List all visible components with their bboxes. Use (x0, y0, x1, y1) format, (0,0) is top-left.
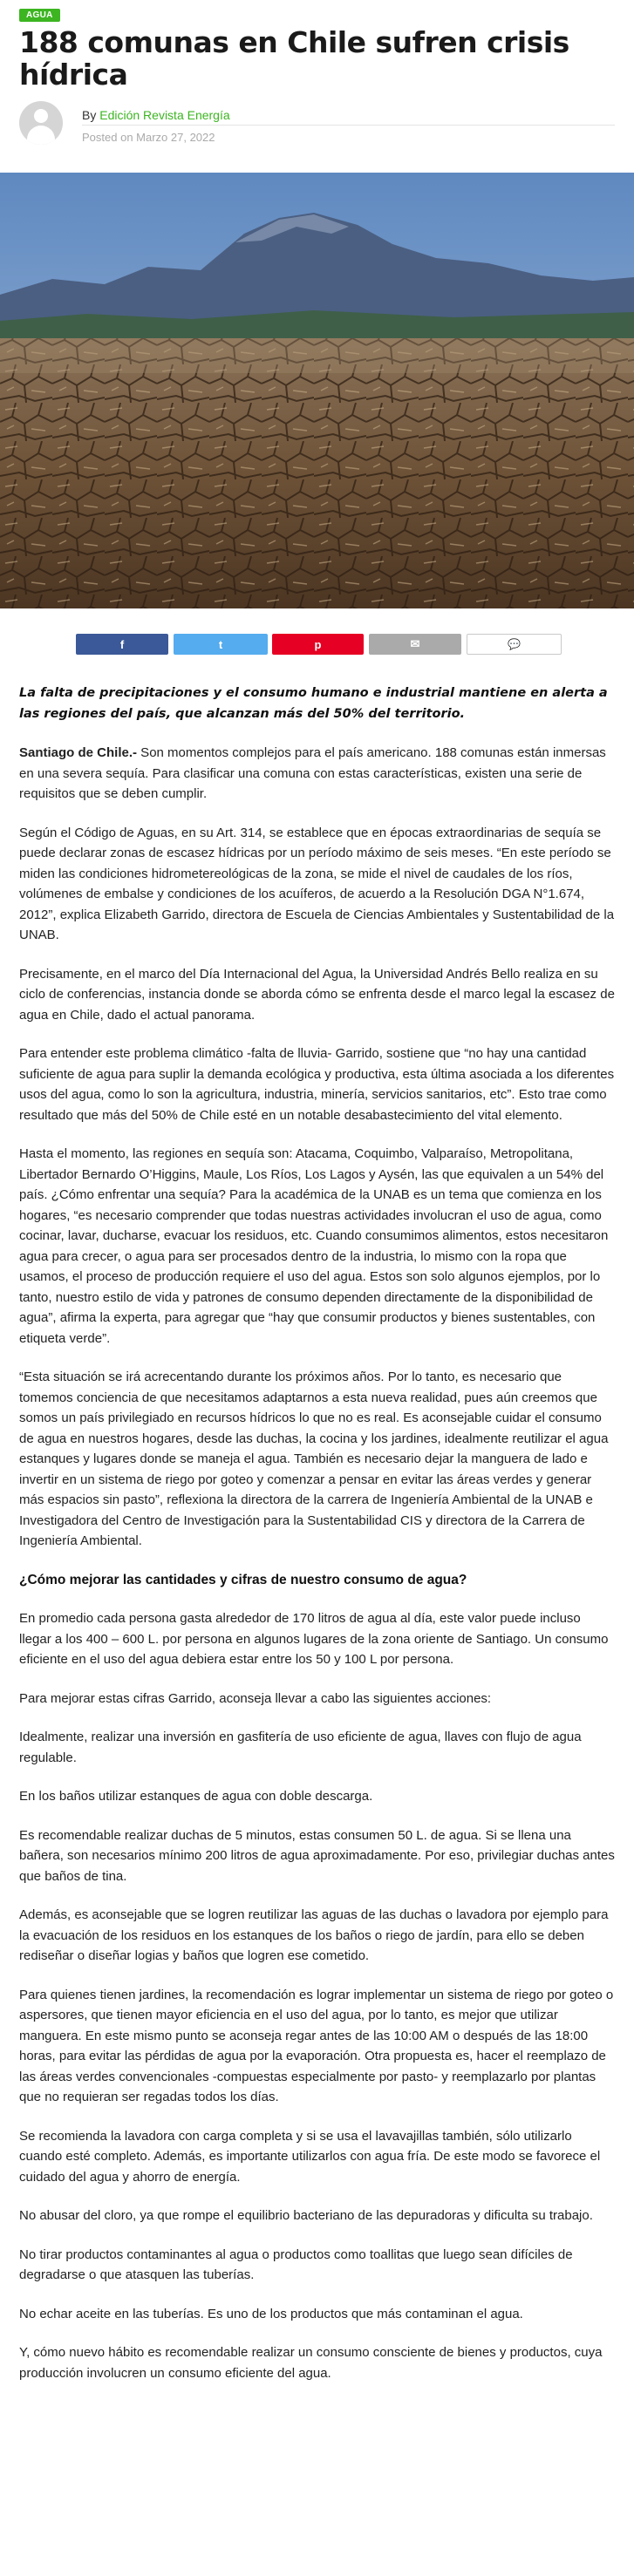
paragraph: Para entender este problema climático -falta de lluvia- Garrido, sostiene que “no hay una cantidad suficiente de agua para suplir la demanda ecológica y productiva, esta última asociada a los diferentes usos del agua, como lo son la agricultura, industria, minería, servicios sanitarios, etc”. Esto trae como resultado que más del 50% de Chile esté en un notable desabastecimiento del vital elemento. (19, 1046, 615, 1123)
intro-paragraph (19, 743, 616, 805)
article-lead: La falta de precipitaciones y el consumo humano e industrial mantiene en alerta a las regiones del país, que alcanzan más del 50% del territorio. (19, 686, 608, 721)
twitter-share-button[interactable] (174, 634, 268, 655)
dateline: Santiago de Chile.- (19, 745, 138, 760)
paragraph: Además, es aconsejable que se logren reutilizar las aguas de las duchas o lavadora por ejemplo para la evacuación de los residuos en los estanques de los baños o riego de jardín, para ello se deben rediseñar o diseñar logias y baños que logren ese cometido. (19, 1907, 609, 1963)
pinterest-icon: p (314, 637, 322, 651)
byline-divider (82, 125, 615, 126)
paragraph: En promedio cada persona gasta alrededor de 170 litros de agua al día, este valor puede incluso llegar a los 400 – 600 L. por persona en algunos lugares de la zona oriente de Santiago. Un consumo eficiente en el uso del agua debiera estar entre los 50 y 100 L por persona. (19, 1611, 609, 1667)
category-badge[interactable]: AGUA (19, 9, 60, 22)
paragraph: Idealmente, realizar una inversión en gasfitería de uso eficiente de agua, llaves con flujo de agua regulable. (19, 1730, 582, 1765)
paragraph: Precisamente, en el marco del Día Internacional del Agua, la Universidad Andrés Bello realiza en su ciclo de conferencias, instancia donde se aborda cómo se enfrenta desde el marco legal la escasez de agua en Chile, dado el actual panorama. (19, 966, 615, 1023)
email-icon: ✉ (410, 637, 420, 650)
section-subheading: ¿Cómo mejorar las cantidades y cifras de nuestro consumo de agua? (19, 1572, 467, 1587)
author-avatar (19, 101, 63, 145)
paragraph: “Esta situación se irá acrecentando durante los próximos años. Por lo tanto, es necesario que tomemos conciencia de que necesitamos adaptarnos a esta nueva realidad, pues aún creemos que somos un país privilegiado en recursos hídricos lo que no es real. Es aconsejable cuidar el consumo de agua en nuestros hogares, desde las duchas, la cocina y los jardines, idealmente reutilizar el agua estanques y lugares donde se maneja el agua. También es necesario dejar la manguera de lado e invertir en un sistema de riego por goteo y comenzar a pensar en evitar las áreas verdes y generar más espacios sin pasto”, reflexiona la directora de la carrera de Ingeniería Ambiental de la UNAB e Investigadora del Centro de Investigación para la Sustentabilidad CIS y directora de la Carrera de Ingeniería Ambiental. (19, 1370, 609, 1548)
hero-image (0, 173, 634, 608)
paragraph: No echar aceite en las tuberías. Es uno de los productos que más contaminan el agua. (19, 2306, 523, 2321)
pinterest-share-button[interactable] (272, 634, 364, 655)
paragraph: En los baños utilizar estanques de agua con doble descarga. (19, 1789, 373, 1804)
paragraph: No tirar productos contaminantes al agua o productos como toallitas que luego sean difíciles de degradarse o que atasquen las tuberías. (19, 2246, 573, 2282)
paragraph: Y, cómo nuevo hábito es recomendable realizar un consumo consciente de bienes y productos, cuya producción involucren un consumo eficiente del agua. (19, 2345, 603, 2381)
facebook-icon: f (119, 637, 125, 651)
paragraph: Para mejorar estas cifras Garrido, aconseja llevar a cabo las siguientes acciones: (19, 1690, 492, 1706)
twitter-icon: t (218, 637, 223, 651)
article-title: 188 comunas en Chile sufren crisis hídrica (19, 25, 569, 92)
paragraph: Según el Código de Aguas, en su Art. 314, se establece que en épocas extraordinarias de sequía se puede declarar zonas de escasez hídricas por un período máximo de seis meses. “En este período se miden las condiciones hidrometereológicas de la zona, se mide el nivel de caudales de los ríos, volúmenes de embalse y condiciones de los acuíferos, de acuerdo a la Resolución DGA N°1.674, 2012”, explica Elizabeth Garrido, directora de Escuela de Ciencias Ambientales y Sustentabilidad de la UNAB. (19, 825, 615, 942)
paragraph: Para quienes tienen jardines, la recomendación es lograr implementar un sistema de riego por goteo o aspersores, que tienen mayor eficiencia en el uso del agua, por lo tanto, es mejor que utilizar manguera. En este mismo punto se aconseja regar antes de las 10:00 AM o después de las 18:00 horas, para evitar las pérdidas de agua por la evaporación. Otra propuesta es, hacer el reemplazo de las áreas verdes convencionales -compuestas especialmente por pasto- y reemplazarlo por plantas que no requieran ser regadas todos los días. (19, 1987, 614, 2104)
paragraph: Hasta el momento, las regiones en sequía son: Atacama, Coquimbo, Valparaíso, Metropolitana, Libertador Bernardo O’Higgins, Maule, Los Ríos, Los Lagos y Aysén, las que equivalen a un 54% del país. ¿Cómo enfrentar una sequía? Para la académica de la UNAB es un tema que comienza en los hogares, “es necesario comprender que todas nuestras actividades involucran el uso de agua, como cocinar, lavar, ducharse, evacuar los residuos, etc. Cuando consumimos alimentos, estos necesitaron agua para crecer, o agua para ser procesados dentro de la industria, lo mismo con la ropa que usamos, el proceso de producción requiere el uso del agua. Estos son solo algunos ejemplos, por lo tanto, nuestro estilo de vida y patrones de consumo dependen directamente de la disponibilidad de agua”, afirma la experta, para agregar que “hay que consumir productos y bienes sustentables, con etiqueta verde”. (19, 1146, 609, 1346)
author-link[interactable]: Edición Revista Energía (99, 108, 230, 122)
paragraph: Es recomendable realizar duchas de 5 minutos, estas consumen 50 L. de agua. Si se llena una bañera, son necesarios mínimo 200 litros de agua aproximadamente. Por eso, privilegiar duchas antes que baños de tina. (19, 1827, 615, 1884)
paragraph: Se recomienda la lavadora con carga completa y si se usa el lavavajillas también, sólo utilizarlo cuando esté completo. Además, es importante utilizarlos con agua fría. De este modo se favorece el cuidado del agua y ahorro de energía. (19, 2128, 601, 2185)
paragraph: No abusar del cloro, ya que rompe el equilibrio bacteriano de las depuradoras y dificulta su trabajo. (19, 2208, 593, 2223)
intro-text: Son momentos complejos para el país americano. 188 comunas están inmersas en una severa sequía. Para clasificar una comuna con estas características, existen una serie de requisitos que se deben cumplir. (19, 745, 606, 801)
post-date: Posted on Marzo 27, 2022 (82, 131, 215, 144)
comment-icon: 💬 (508, 638, 521, 650)
byline-prefix: By (82, 108, 97, 122)
comment-button[interactable] (467, 634, 562, 655)
facebook-share-button[interactable] (76, 634, 168, 655)
article-body (19, 683, 616, 2402)
byline (82, 108, 230, 122)
email-share-button[interactable] (369, 634, 461, 655)
